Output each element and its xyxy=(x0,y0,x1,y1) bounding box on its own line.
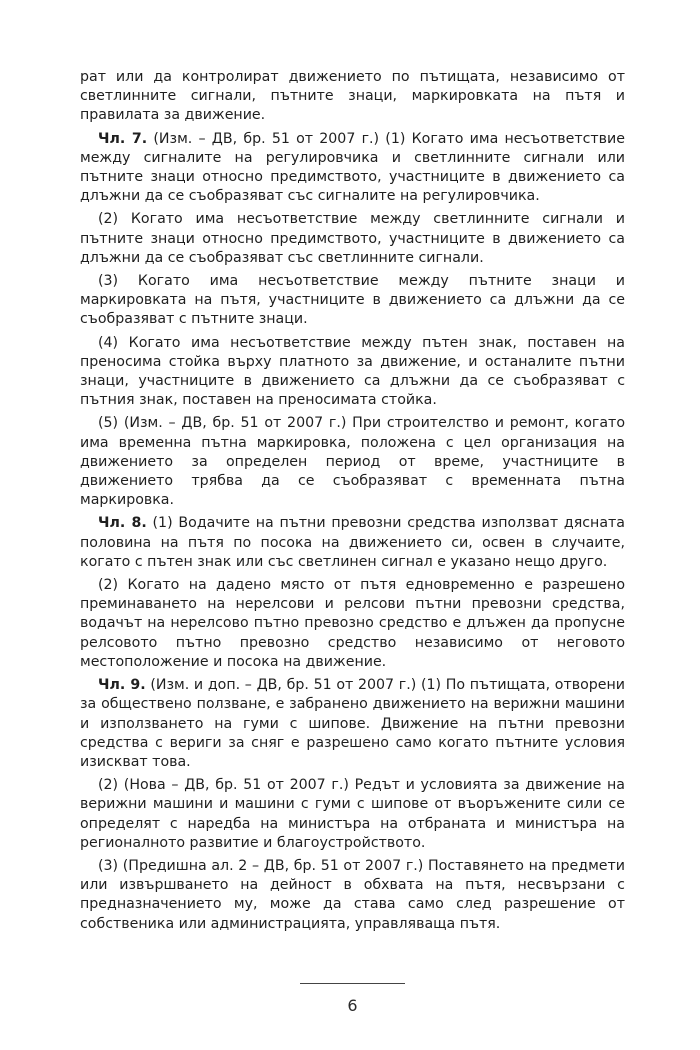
article-9-paragraph-1 xyxy=(80,676,625,772)
paragraph-text: (3) (Предишна ал. 2 – ДВ, бр. 51 от 2007 г.) Поставянето на предмети или извършването на дейност в обхвата на пътя, несвързани с предназначението му, може да става само след разрешение от собственика или администрацията, управляваща пътя. xyxy=(80,857,625,932)
paragraph-text: (1) Водачите на пътни превозни средства използват дясната половина на пътя по посока на движението си, освен в случаите, когато с пътен знак или със светлинен сигнал е указано нещо друго. xyxy=(80,515,625,570)
paragraph-text: (Изм. и доп. – ДВ, бр. 51 от 2007 г.) (1) По пътищата, отворени за обществено ползване, е забранено движението на верижни машини и използването на гуми с шипове. Движение на пътни превозни средства с вериги за сняг е разрешено само когато пътните условия изискват това. xyxy=(80,677,625,770)
article-label: Чл. 8. xyxy=(98,515,147,532)
paragraph-text: (4) Когато има несъответствие между пътен знак, поставен на преносима стойка върху платното за движение, и останалите пътни знаци, участниците в движението са длъжни да се съобразяват с пътния знак, поставен на преносимата стойка. xyxy=(80,334,625,409)
paragraph-text: рат или да контролират движението по пътищата, независимо от светлинните сигнали, пътните знаци, маркировката на пътя и правилата за движение. xyxy=(80,69,625,124)
footer-divider xyxy=(300,983,405,984)
paragraph-continuation xyxy=(80,68,625,126)
article-8-paragraph-2 xyxy=(80,576,625,672)
body-text xyxy=(80,68,625,938)
article-7-paragraph-1 xyxy=(80,130,625,207)
article-label: Чл. 7. xyxy=(98,130,148,147)
paragraph-text: (2) Когато на дадено място от пътя едновременно е разрешено преминаването на нерелсови и релсови пътни превозни средства, водачът на нерелсово пътно превозно средство е длъжен да пропусне релсовото пътно превозно средство независимо от неговото местоположение и посока на движение. xyxy=(80,577,625,670)
paragraph-text: (Изм. – ДВ, бр. 51 от 2007 г.) (1) Когато има несъответствие между сигналите на регулировчика и светлинните сигнали или пътните знаци относно предимството, участниците в движението са длъжни да се съобразяват със сигналите на регулировчика. xyxy=(80,130,625,205)
article-7-paragraph-4 xyxy=(80,334,625,411)
article-7-paragraph-5 xyxy=(80,414,625,510)
article-label: Чл. 9. xyxy=(98,677,146,694)
paragraph-text: (5) (Изм. – ДВ, бр. 51 от 2007 г.) При строителство и ремонт, когато има временна пътна маркировка, положена с цел организация на движението за определен период от време, участниците в движението трябва да се съобразяват с временната пътна маркировка. xyxy=(80,415,625,509)
paragraph-text: (2) Когато има несъответствие между светлинните сигнали и пътните знаци относно предимството, участниците в движението са длъжни да се съобразяват със светлинните сигнали. xyxy=(80,211,625,266)
article-7-paragraph-3 xyxy=(80,272,625,330)
paragraph-text: (2) (Нова – ДВ, бр. 51 от 2007 г.) Редът и условията за движение на верижни машини и машини с гуми с шипове от въоръжените сили се определят с наредба на министъра на отбраната и министъра на регионалното развитие и благоустройството. xyxy=(80,777,625,851)
paragraph-text: (3) Когато има несъответствие между пътните знаци и маркировката на пътя, участниците в движението са длъжни да се съобразяват с пътните знаци. xyxy=(80,273,625,328)
article-9-paragraph-2 xyxy=(80,776,625,853)
article-7-paragraph-2 xyxy=(80,210,625,268)
page-number: 6 xyxy=(347,996,358,1015)
article-8-paragraph-1 xyxy=(80,514,625,572)
article-9-paragraph-3 xyxy=(80,857,625,934)
